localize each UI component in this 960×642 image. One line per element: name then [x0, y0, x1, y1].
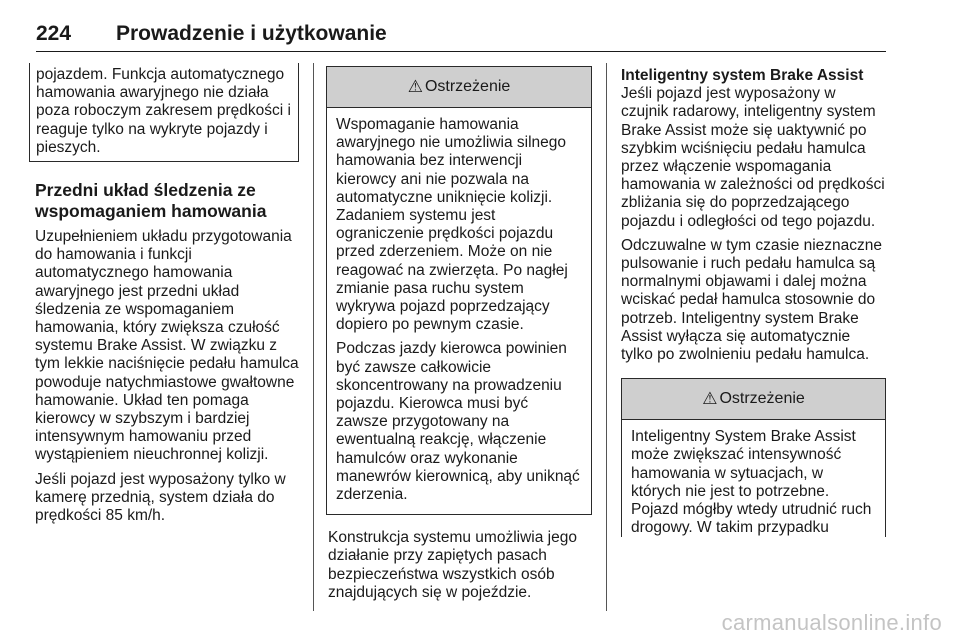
paragraph: Odczuwalne w tym czasie nieznaczne pulsowanie i ruch pedału hamulca są normalnymi objawami i dalej można wciskać pedał hamulca stosownie do potrzeb. Inteligentny system Brake Assist wyłącza się automatycznie tylko po zwolnieniu pedału hamulca. [621, 236, 883, 364]
warning-paragraph: Inteligentny System Brake Assist może zwiększać intensywność hamowania w sytuacjach, w których nie jest to potrzebne. Pojazd mógłby wtedy utrudnić ruch drogowy. W takim przypadku [631, 428, 872, 537]
note-box-text: pojazdem. Funkcja automatycznego hamowania awaryjnego nie działa poza roboczym zakresem prędkości i reaguje tylko na wykryte pojazdy i pieszych. [36, 66, 291, 156]
warning-triangle-icon: ⚠ [702, 389, 718, 409]
running-title: Prowadzenie i użytkowanie [116, 22, 387, 45]
warning-paragraph: Wspomaganie hamowania awaryjnego nie umożliwia silnego hamowania bez interwencji kierowcy ani nie pozwala na automatyczne uniknięcie kolizji. Zadaniem systemu jest ograniczenie prędkości pojazdu przed zderzeniem. Może on nie reagować na zwierzęta. Po nagłej zmianie pasa ruchu system wykrywa pojazd poprzedzający dopiero po pewnym czasie. [336, 116, 568, 334]
paragraph: Jeśli pojazd jest wyposażony w czujnik radarowy, inteligentny system Brake Assist może się uaktywnić po szybkim wciśnięciu pedału hamulca przez włączenie wspomagania hamowania w zależności od prędkości zbliżania się do poprzedzającego pojazdu i odległości od tego pojazdu. [621, 85, 885, 230]
column-divider-2 [606, 63, 607, 611]
page-number: 224 [36, 22, 72, 45]
note-box-continued [29, 63, 299, 162]
warning-header [327, 67, 591, 108]
watermark: carmanualsonline.info [721, 610, 942, 635]
warning-triangle-icon: ⚠ [407, 76, 423, 96]
warning-header [622, 379, 885, 420]
warning-box [326, 66, 592, 515]
paragraph: Konstrukcja systemu umożliwia jego działanie przy zapiętych pasach bezpieczeństwa wszystkich osób znajdujących się w pojeździe. [328, 529, 577, 601]
column-divider-1 [313, 63, 314, 611]
warning-paragraph: Podczas jazdy kierowca powinien być zawsze całkowicie skoncentrowany na prowadzeniu pojazdu. Kierowca musi być zawsze przygotowany na ewentualną reakcję, włączenie hamulców oraz wykonanie manewrów kierownicą, aby uniknąć zderzenia. [336, 340, 580, 504]
column-2 [326, 66, 592, 608]
subheading: Inteligentny system Brake Assist [621, 67, 864, 84]
warning-body [327, 108, 591, 514]
paragraph: Uzupełnieniem układu przygotowania do hamowania i funkcji automatycznego hamowania awaryjnego jest przedni układ śledzenia ze wspomaganiem hamowania, który zwiększa czułość systemu Brake Assist. W związku z tym lekkie naciśnięcie pedału hamulca powoduje natychmiastowe gwałtowne hamowanie. Układ ten pomaga kierowcy w szybszym i bardziej intensywnym hamowaniu przed wystąpieniem nieuchronnej kolizji. [35, 228, 299, 464]
warning-body [622, 420, 885, 537]
column-3 [621, 67, 886, 537]
warning-title: Ostrzeżenie [719, 390, 805, 408]
page-header [36, 22, 886, 52]
warning-box [621, 378, 886, 537]
column-1 [29, 63, 299, 531]
warning-title: Ostrzeżenie [424, 77, 511, 95]
paragraph: Jeśli pojazd jest wyposażony tylko w kamerę przednią, system działa do prędkości 85 km/h. [35, 470, 286, 525]
header-rule [36, 51, 886, 52]
section-heading: Przedni układ śledzenia ze wspomaganiem hamowania [35, 180, 267, 222]
